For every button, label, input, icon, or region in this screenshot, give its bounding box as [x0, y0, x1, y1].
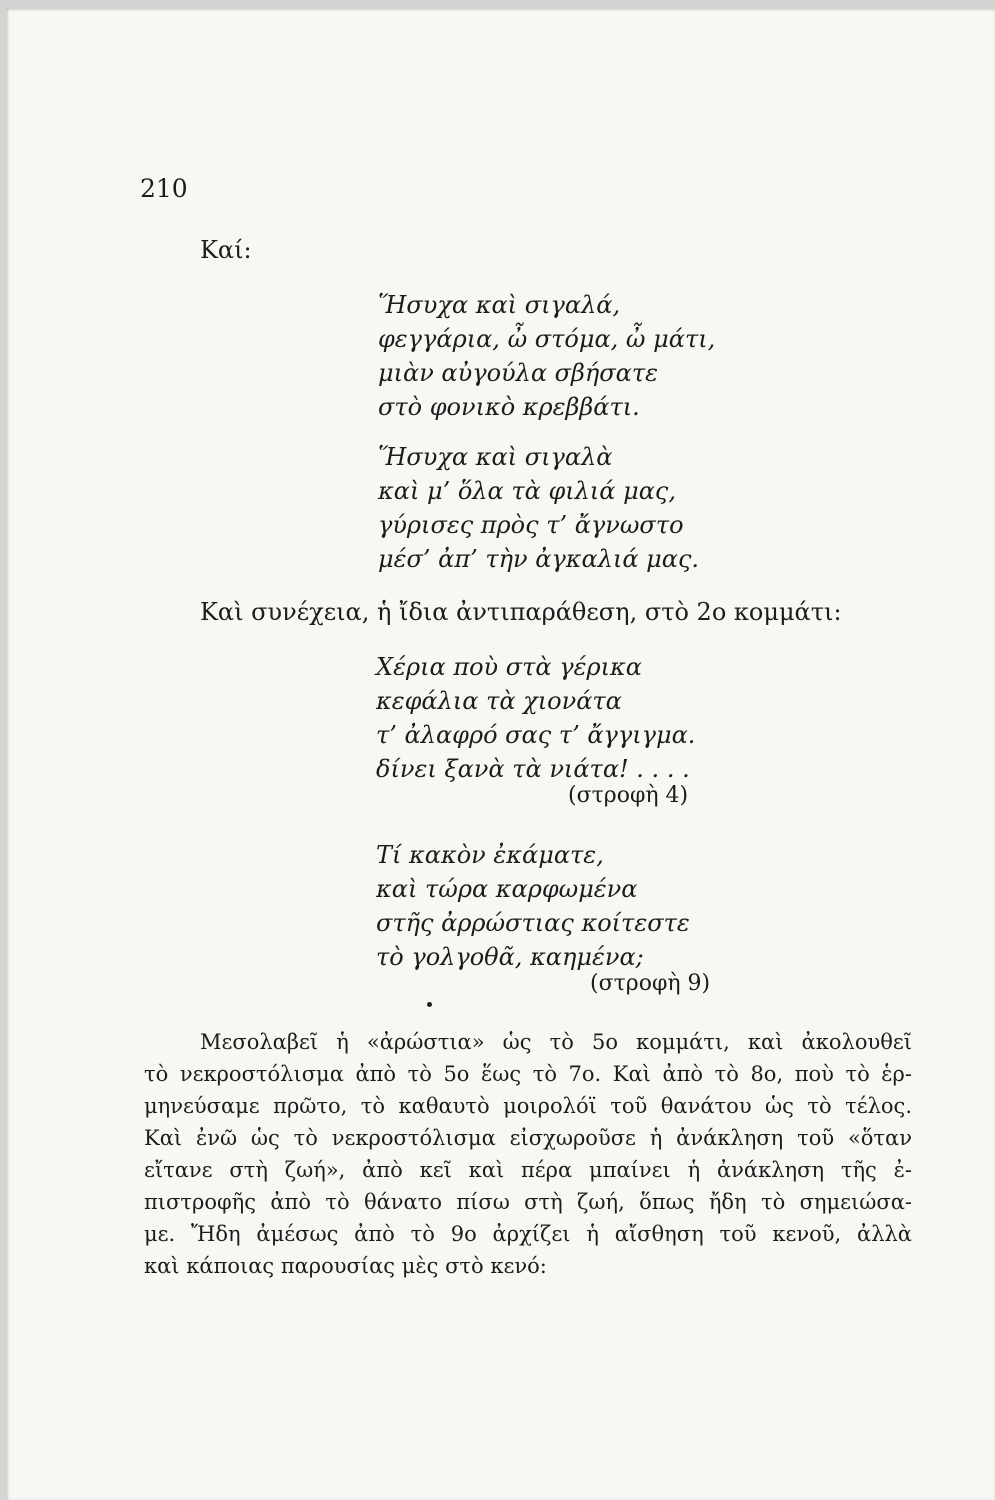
verse-line: γύρισες πρὸς τ’ ἄγνωστο [378, 511, 684, 539]
book-page [6, 8, 995, 1500]
verse-line: τὸ γολγοθᾶ, καημένα; [376, 943, 644, 971]
verse-line: Ἥσυχα καὶ σιγαλὰ [378, 443, 613, 471]
poem-stanza-3 [376, 650, 695, 786]
verse-line: κεφάλια τὰ χιονάτα [376, 687, 622, 715]
stanza-reference: (στροφὴ 9) [590, 971, 711, 996]
paragraph-line: πιστροφῆς ἀπὸ τὸ θάνατο πίσω στὴ ζωή, ὅπως ἤδη τὸ σημειώσα- [144, 1190, 912, 1214]
verse-line: φεγγάρια, ὦ στόμα, ὦ μάτι, [378, 325, 716, 353]
verse-line: δίνει ξανὰ τὰ νιάτα! . . . . [376, 755, 690, 783]
paragraph-line: εἴτανε στὴ ζωή», ἀπὸ κεῖ καὶ πέρα μπαίνει ἡ ἀνάκληση τῆς ἐ- [144, 1158, 912, 1182]
poem-stanza-2 [378, 440, 699, 576]
paragraph-line: Καὶ ἐνῶ ὡς τὸ νεκροστόλισμα εἰσχωροῦσε ἡ ἀνάκληση τοῦ «ὅταν [144, 1126, 912, 1150]
intro-text: Καί: [200, 236, 252, 264]
poem-stanza-4 [376, 838, 690, 974]
verse-line: στὸ φονικὸ κρεββάτι. [378, 393, 640, 421]
paragraph-line: τὸ νεκροστόλισμα ἀπὸ τὸ 5ο ἕως τὸ 7ο. Καὶ ἀπὸ τὸ 8ο, ποὺ τὸ ἑρ- [144, 1062, 912, 1086]
verse-line: Ἥσυχα καὶ σιγαλά, [378, 291, 621, 319]
verse-line: καὶ τώρα καρφωμένα [376, 875, 638, 903]
verse-line: Τί κακὸν ἐκάματε, [376, 841, 604, 869]
verse-line: καὶ μ’ ὅλα τὰ φιλιά μας, [378, 477, 676, 505]
paragraph-line: με. Ἤδη ἀμέσως ἀπὸ τὸ 9ο ἀρχίζει ἡ αἴσθηση τοῦ κενοῦ, ἀλλὰ [144, 1222, 912, 1246]
separator-dot [427, 1002, 432, 1007]
verse-line: μιὰν αὐγούλα σβήσατε [378, 359, 659, 387]
poem-stanza-1 [378, 288, 715, 424]
paragraph-line: Μεσολαβεῖ ἡ «ἀρώστια» ὡς τὸ 5ο κομμάτι, καὶ ἀκολουθεῖ [200, 1030, 912, 1054]
verse-line: τ’ ἀλαφρό σας τ’ ἄγγιγμα. [376, 721, 696, 749]
stanza-reference: (στροφὴ 4) [568, 783, 689, 808]
continuation-text: Καὶ συνέχεια, ἡ ἴδια ἀντιπαράθεση, στὸ 2ο κομμάτι: [200, 598, 842, 626]
verse-line: στῆς ἀρρώστιας κοίτεστε [376, 909, 690, 937]
verse-line: μέσ’ ἀπ’ τὴν ἀγκαλιά μας. [378, 545, 700, 573]
body-paragraph [144, 1026, 912, 1282]
page-number: 210 [140, 174, 188, 203]
paragraph-line: καὶ κάποιας παρουσίας μὲς στὸ κενό: [144, 1254, 547, 1278]
verse-line: Χέρια ποὺ στὰ γέρικα [376, 653, 642, 681]
paragraph-line: μηνεύσαμε πρῶτο, τὸ καθαυτὸ μοιρολόϊ τοῦ θανάτου ὡς τὸ τέλος. [144, 1094, 912, 1118]
